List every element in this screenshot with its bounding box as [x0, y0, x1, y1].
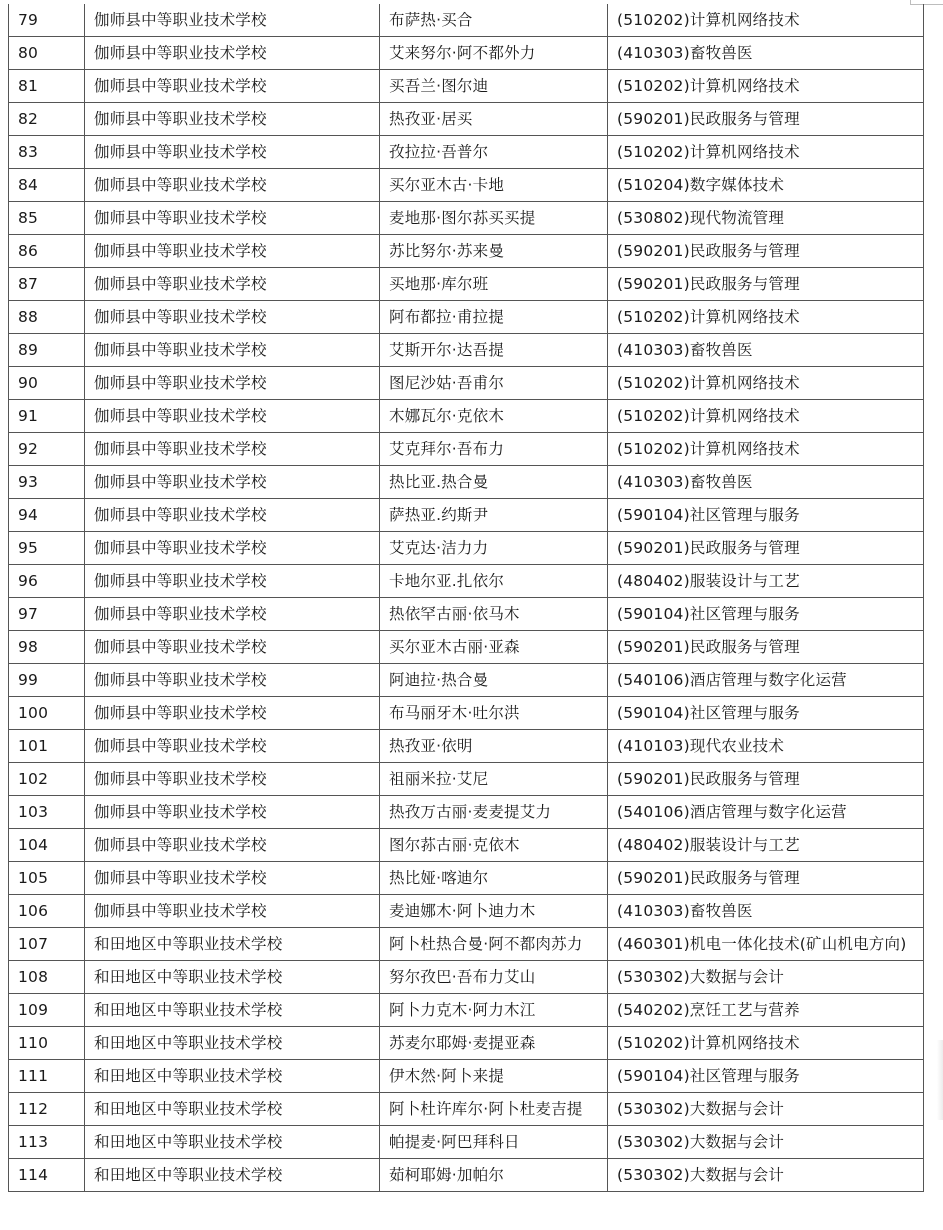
student-name-cell: 图尔荪古丽·克依木: [380, 829, 608, 862]
row-number-cell: 93: [9, 466, 85, 499]
school-name-cell: 伽师县中等职业技术学校: [85, 169, 380, 202]
table-row: [9, 829, 924, 862]
school-name-cell: 伽师县中等职业技术学校: [85, 697, 380, 730]
scan-shadow: [937, 1040, 943, 1120]
school-name-cell: 伽师县中等职业技术学校: [85, 37, 380, 70]
row-number-cell: 94: [9, 499, 85, 532]
school-name-cell: 伽师县中等职业技术学校: [85, 862, 380, 895]
student-name-cell: 买尔亚木古·卡地: [380, 169, 608, 202]
student-name-cell: 阿迪拉·热合曼: [380, 664, 608, 697]
row-number-cell: 108: [9, 961, 85, 994]
row-number-cell: 83: [9, 136, 85, 169]
table-row: [9, 631, 924, 664]
major-cell: (510202)计算机网络技术: [608, 70, 924, 103]
table-row: [9, 1093, 924, 1126]
table-row: [9, 994, 924, 1027]
row-number-cell: 82: [9, 103, 85, 136]
school-name-cell: 伽师县中等职业技术学校: [85, 301, 380, 334]
student-name-cell: 艾来努尔·阿不都外力: [380, 37, 608, 70]
row-number-cell: 114: [9, 1159, 85, 1192]
row-number-cell: 105: [9, 862, 85, 895]
school-name-cell: 伽师县中等职业技术学校: [85, 103, 380, 136]
major-cell: (590104)社区管理与服务: [608, 499, 924, 532]
major-cell: (510202)计算机网络技术: [608, 301, 924, 334]
roster-body: [9, 4, 924, 1192]
table-row: [9, 862, 924, 895]
row-number-cell: 84: [9, 169, 85, 202]
school-name-cell: 伽师县中等职业技术学校: [85, 4, 380, 37]
table-row: [9, 400, 924, 433]
row-number-cell: 109: [9, 994, 85, 1027]
major-cell: (510202)计算机网络技术: [608, 4, 924, 37]
major-cell: (590201)民政服务与管理: [608, 235, 924, 268]
table-row: [9, 466, 924, 499]
major-cell: (530302)大数据与会计: [608, 1093, 924, 1126]
row-number-cell: 87: [9, 268, 85, 301]
school-name-cell: 伽师县中等职业技术学校: [85, 631, 380, 664]
row-number-cell: 104: [9, 829, 85, 862]
student-name-cell: 孜拉拉·吾普尔: [380, 136, 608, 169]
school-name-cell: 和田地区中等职业技术学校: [85, 961, 380, 994]
major-cell: (530302)大数据与会计: [608, 1159, 924, 1192]
table-row: [9, 202, 924, 235]
student-name-cell: 买尔亚木古丽·亚森: [380, 631, 608, 664]
row-number-cell: 103: [9, 796, 85, 829]
major-cell: (590201)民政服务与管理: [608, 763, 924, 796]
table-row: [9, 895, 924, 928]
row-number-cell: 101: [9, 730, 85, 763]
major-cell: (540202)烹饪工艺与营养: [608, 994, 924, 1027]
student-name-cell: 热孜万古丽·麦麦提艾力: [380, 796, 608, 829]
school-name-cell: 伽师县中等职业技术学校: [85, 598, 380, 631]
row-number-cell: 107: [9, 928, 85, 961]
student-name-cell: 阿卜力克木·阿力木江: [380, 994, 608, 1027]
school-name-cell: 伽师县中等职业技术学校: [85, 70, 380, 103]
major-cell: (410303)畜牧兽医: [608, 466, 924, 499]
school-name-cell: 伽师县中等职业技术学校: [85, 796, 380, 829]
major-cell: (590104)社区管理与服务: [608, 697, 924, 730]
major-cell: (590104)社区管理与服务: [608, 598, 924, 631]
major-cell: (510202)计算机网络技术: [608, 400, 924, 433]
student-name-cell: 阿卜杜许库尔·阿卜杜麦吉提: [380, 1093, 608, 1126]
student-name-cell: 热依罕古丽·依马木: [380, 598, 608, 631]
school-name-cell: 和田地区中等职业技术学校: [85, 1093, 380, 1126]
student-name-cell: 木娜瓦尔·克依木: [380, 400, 608, 433]
school-name-cell: 伽师县中等职业技术学校: [85, 565, 380, 598]
school-name-cell: 伽师县中等职业技术学校: [85, 730, 380, 763]
student-name-cell: 艾克拜尔·吾布力: [380, 433, 608, 466]
student-name-cell: 买地那·库尔班: [380, 268, 608, 301]
student-name-cell: 热孜亚·依明: [380, 730, 608, 763]
table-row: [9, 235, 924, 268]
table-row: [9, 796, 924, 829]
row-number-cell: 91: [9, 400, 85, 433]
major-cell: (410303)畜牧兽医: [608, 895, 924, 928]
school-name-cell: 伽师县中等职业技术学校: [85, 499, 380, 532]
major-cell: (590201)民政服务与管理: [608, 103, 924, 136]
table-row: [9, 1126, 924, 1159]
major-cell: (590201)民政服务与管理: [608, 631, 924, 664]
major-cell: (480402)服装设计与工艺: [608, 565, 924, 598]
student-name-cell: 图尼沙姑·吾甫尔: [380, 367, 608, 400]
school-name-cell: 伽师县中等职业技术学校: [85, 433, 380, 466]
school-name-cell: 伽师县中等职业技术学校: [85, 466, 380, 499]
table-row: [9, 598, 924, 631]
major-cell: (410103)现代农业技术: [608, 730, 924, 763]
school-name-cell: 和田地区中等职业技术学校: [85, 928, 380, 961]
row-number-cell: 99: [9, 664, 85, 697]
school-name-cell: 伽师县中等职业技术学校: [85, 136, 380, 169]
student-name-cell: 萨热亚.约斯尹: [380, 499, 608, 532]
table-row: [9, 1159, 924, 1192]
student-name-cell: 热比娅·喀迪尔: [380, 862, 608, 895]
row-number-cell: 100: [9, 697, 85, 730]
school-name-cell: 和田地区中等职业技术学校: [85, 994, 380, 1027]
student-name-cell: 阿布都拉·甫拉提: [380, 301, 608, 334]
school-name-cell: 伽师县中等职业技术学校: [85, 763, 380, 796]
school-name-cell: 伽师县中等职业技术学校: [85, 235, 380, 268]
row-number-cell: 89: [9, 334, 85, 367]
major-cell: (510202)计算机网络技术: [608, 433, 924, 466]
major-cell: (410303)畜牧兽医: [608, 37, 924, 70]
student-name-cell: 麦迪娜木·阿卜迪力木: [380, 895, 608, 928]
table-row: [9, 4, 924, 37]
row-number-cell: 88: [9, 301, 85, 334]
major-cell: (530302)大数据与会计: [608, 961, 924, 994]
table-row: [9, 499, 924, 532]
table-row: [9, 1027, 924, 1060]
table-row: [9, 697, 924, 730]
row-number-cell: 85: [9, 202, 85, 235]
table-row: [9, 367, 924, 400]
school-name-cell: 伽师县中等职业技术学校: [85, 664, 380, 697]
table-row: [9, 268, 924, 301]
major-cell: (510204)数字媒体技术: [608, 169, 924, 202]
major-cell: (460301)机电一体化技术(矿山机电方向): [608, 928, 924, 961]
row-number-cell: 106: [9, 895, 85, 928]
major-cell: (590201)民政服务与管理: [608, 862, 924, 895]
table-row: [9, 103, 924, 136]
school-name-cell: 和田地区中等职业技术学校: [85, 1159, 380, 1192]
major-cell: (510202)计算机网络技术: [608, 367, 924, 400]
student-name-cell: 苏比努尔·苏来曼: [380, 235, 608, 268]
student-name-cell: 布萨热·买合: [380, 4, 608, 37]
major-cell: (530802)现代物流管理: [608, 202, 924, 235]
major-cell: (510202)计算机网络技术: [608, 1027, 924, 1060]
major-cell: (530302)大数据与会计: [608, 1126, 924, 1159]
table-row: [9, 70, 924, 103]
student-name-cell: 艾斯开尔·达吾提: [380, 334, 608, 367]
student-name-cell: 麦地那·图尔荪买买提: [380, 202, 608, 235]
student-name-cell: 买吾兰·图尔迪: [380, 70, 608, 103]
school-name-cell: 和田地区中等职业技术学校: [85, 1126, 380, 1159]
row-number-cell: 111: [9, 1060, 85, 1093]
major-cell: (410303)畜牧兽医: [608, 334, 924, 367]
school-name-cell: 和田地区中等职业技术学校: [85, 1060, 380, 1093]
table-row: [9, 961, 924, 994]
table-row: [9, 334, 924, 367]
student-name-cell: 热孜亚·居买: [380, 103, 608, 136]
table-row: [9, 763, 924, 796]
table-row: [9, 169, 924, 202]
table-row: [9, 301, 924, 334]
school-name-cell: 伽师县中等职业技术学校: [85, 829, 380, 862]
row-number-cell: 92: [9, 433, 85, 466]
major-cell: (540106)酒店管理与数字化运营: [608, 664, 924, 697]
table-row: [9, 532, 924, 565]
row-number-cell: 95: [9, 532, 85, 565]
row-number-cell: 113: [9, 1126, 85, 1159]
row-number-cell: 79: [9, 4, 85, 37]
student-name-cell: 努尔孜巴·吾布力艾山: [380, 961, 608, 994]
table-row: [9, 928, 924, 961]
student-name-cell: 苏麦尔耶姆·麦提亚森: [380, 1027, 608, 1060]
row-number-cell: 96: [9, 565, 85, 598]
row-number-cell: 98: [9, 631, 85, 664]
student-name-cell: 帕提麦·阿巴拜科日: [380, 1126, 608, 1159]
student-name-cell: 布马丽牙木·吐尔洪: [380, 697, 608, 730]
major-cell: (590201)民政服务与管理: [608, 532, 924, 565]
table-row: [9, 730, 924, 763]
row-number-cell: 97: [9, 598, 85, 631]
row-number-cell: 112: [9, 1093, 85, 1126]
school-name-cell: 伽师县中等职业技术学校: [85, 367, 380, 400]
school-name-cell: 伽师县中等职业技术学校: [85, 268, 380, 301]
row-number-cell: 110: [9, 1027, 85, 1060]
major-cell: (590201)民政服务与管理: [608, 268, 924, 301]
school-name-cell: 伽师县中等职业技术学校: [85, 400, 380, 433]
student-name-cell: 热比亚.热合曼: [380, 466, 608, 499]
student-name-cell: 伊木然·阿卜来提: [380, 1060, 608, 1093]
school-name-cell: 伽师县中等职业技术学校: [85, 895, 380, 928]
table-row: [9, 664, 924, 697]
student-name-cell: 祖丽米拉·艾尼: [380, 763, 608, 796]
row-number-cell: 81: [9, 70, 85, 103]
major-cell: (540106)酒店管理与数字化运营: [608, 796, 924, 829]
table-row: [9, 136, 924, 169]
table-row: [9, 565, 924, 598]
student-name-cell: 卡地尔亚.扎依尔: [380, 565, 608, 598]
table-row: [9, 433, 924, 466]
school-name-cell: 伽师县中等职业技术学校: [85, 334, 380, 367]
student-roster-table: [8, 4, 924, 1192]
major-cell: (510202)计算机网络技术: [608, 136, 924, 169]
major-cell: (590104)社区管理与服务: [608, 1060, 924, 1093]
major-cell: (480402)服装设计与工艺: [608, 829, 924, 862]
school-name-cell: 伽师县中等职业技术学校: [85, 532, 380, 565]
student-name-cell: 艾克达·洁力力: [380, 532, 608, 565]
table-row: [9, 1060, 924, 1093]
row-number-cell: 90: [9, 367, 85, 400]
school-name-cell: 和田地区中等职业技术学校: [85, 1027, 380, 1060]
student-name-cell: 阿卜杜热合曼·阿不都肉苏力: [380, 928, 608, 961]
student-name-cell: 茹柯耶姆·加帕尔: [380, 1159, 608, 1192]
row-number-cell: 86: [9, 235, 85, 268]
school-name-cell: 伽师县中等职业技术学校: [85, 202, 380, 235]
table-row: [9, 37, 924, 70]
row-number-cell: 102: [9, 763, 85, 796]
row-number-cell: 80: [9, 37, 85, 70]
